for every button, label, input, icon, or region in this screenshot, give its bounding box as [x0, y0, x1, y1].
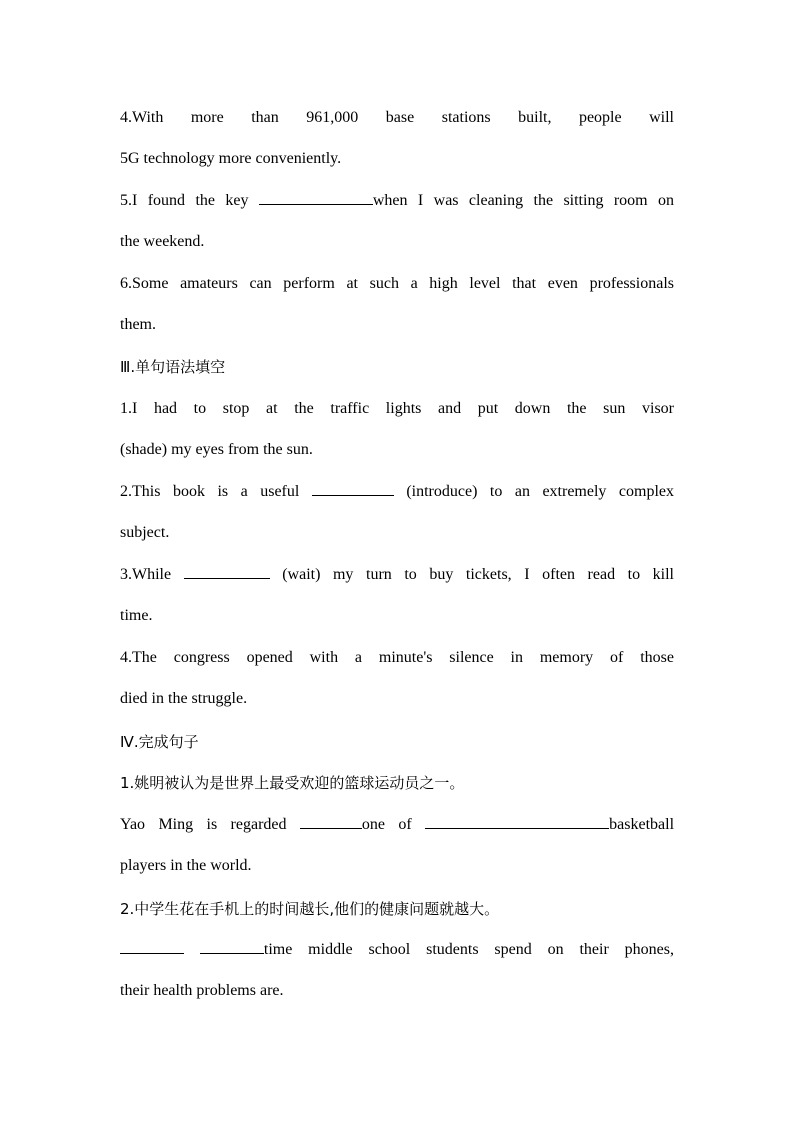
- s4-q1-blank-1[interactable]: [300, 811, 362, 829]
- s3-q3-text-b: (wait) my turn to buy tickets, I often read to kill: [282, 566, 674, 583]
- q5-text-a: 5.I found the key: [120, 192, 249, 209]
- s4-q1-chinese: 1.姚明被认为是世界上最受欢迎的篮球运动员之一。: [120, 774, 465, 792]
- s3-q2-text-b: (introduce) to an extremely complex: [406, 483, 674, 500]
- q4-line-1: 4.With more than 961,000 base stations built, people will: [120, 109, 674, 126]
- s3-q2-line-1: [120, 478, 674, 506]
- s3-q3-text-a: 3.While: [120, 566, 172, 583]
- s4-q2-line-1: [120, 936, 674, 964]
- s4-q2-chinese: 2.中学生花在手机上的时间越长,他们的健康问题就越大。: [120, 900, 500, 918]
- s3-q4-line-2: died in the struggle.: [120, 690, 248, 707]
- s3-q2-text-a: 2.This book is a useful: [120, 483, 300, 500]
- s4-q1-text-b: one of: [361, 816, 412, 833]
- q4-line-2: 5G technology more conveniently.: [120, 150, 342, 167]
- q6-line-2: them.: [120, 316, 156, 333]
- s4-q1-text-c: basketball: [609, 816, 674, 833]
- s4-q2-text-a: time middle school students spend on their phones,: [263, 941, 674, 958]
- section-3-heading: Ⅲ.单句语法填空: [120, 358, 226, 376]
- q6-line-1: 6.Some amateurs can perform at such a high level that even professionals: [120, 275, 674, 292]
- s4-q2-blank-1[interactable]: [120, 936, 184, 954]
- s3-q3-line-1: [120, 561, 674, 589]
- s4-q1-line-1: [120, 811, 674, 839]
- s4-q2-line-2: their health problems are.: [120, 982, 284, 999]
- q5-line-2: the weekend.: [120, 233, 205, 250]
- s3-q3-blank[interactable]: [184, 561, 270, 579]
- s3-q3-line-2: time.: [120, 607, 153, 624]
- s4-q1-line-2: players in the world.: [120, 857, 252, 874]
- q5-blank[interactable]: [259, 187, 373, 205]
- s3-q2-blank[interactable]: [312, 478, 394, 496]
- s4-q1-text-a: Yao Ming is regarded: [120, 816, 287, 833]
- s3-q1-line-1: 1.I had to stop at the traffic lights and put down the sun visor: [120, 400, 674, 417]
- s3-q2-line-2: subject.: [120, 524, 170, 541]
- s3-q1-line-2: (shade) my eyes from the sun.: [120, 441, 313, 458]
- s4-q1-blank-2[interactable]: [425, 811, 609, 829]
- q5-text-b: when I was cleaning the sitting room on: [372, 192, 674, 209]
- section-4-heading: Ⅳ.完成句子: [120, 733, 199, 751]
- s4-q2-blank-2[interactable]: [200, 936, 264, 954]
- s3-q4-line-1: 4.The congress opened with a minute's silence in memory of those: [120, 649, 674, 666]
- q5-line-1: [120, 187, 674, 215]
